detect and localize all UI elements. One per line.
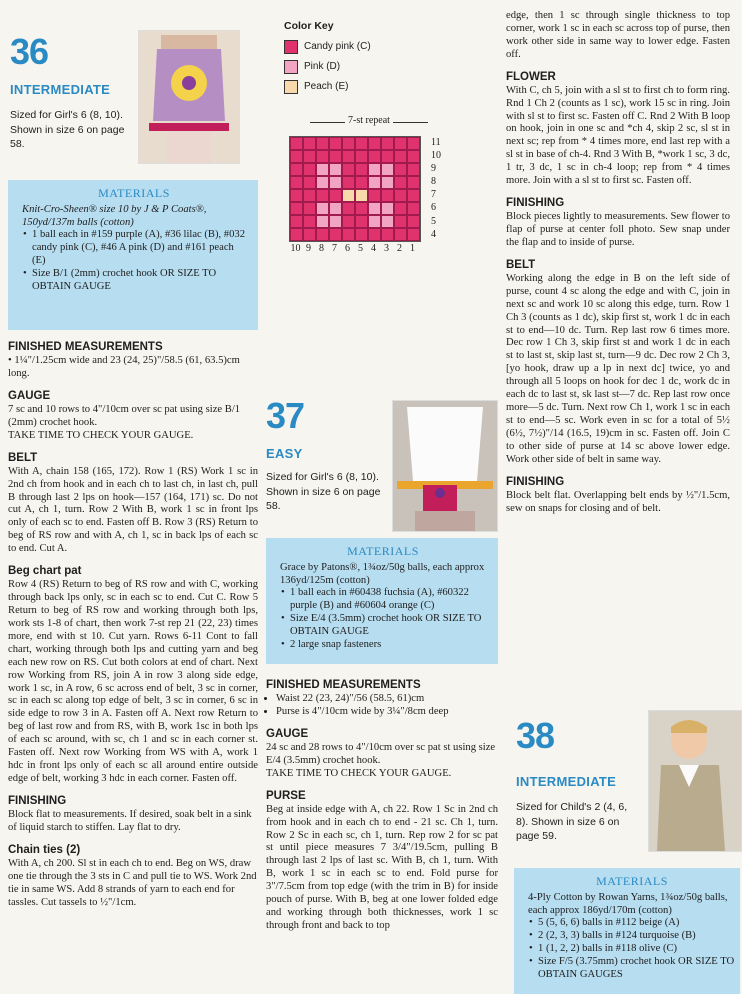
chart-cell (329, 137, 342, 150)
chart-cell (381, 163, 394, 176)
chart-cell (316, 215, 329, 228)
chart-cell (355, 163, 368, 176)
materials-item: • 5 (5, 6, 6) balls in #112 beige (A) (538, 917, 736, 930)
project-37-column (266, 0, 498, 933)
row-number: 5 (431, 215, 436, 227)
size-note: Sized for Child's 2 (4, 6, 8). Shown in size 6 on page 59. (516, 801, 628, 843)
row-numbers (431, 136, 441, 241)
project-36-header (8, 0, 258, 162)
chart-cell (394, 189, 407, 202)
section-heading: BELT (8, 451, 38, 464)
chart-cell (290, 202, 303, 215)
chart-cell (316, 189, 329, 202)
chart-cell (303, 215, 316, 228)
materials-title: MATERIALS (596, 874, 668, 888)
chart-cell (381, 202, 394, 215)
materials-item: • Size E/4 (3.5mm) crochet hook OR SIZE TO OBTAIN GAUGE (290, 613, 486, 639)
section-text: With A, ch 200. Sl st in each ch to end. Beg on WS, draw one tie through the 3 sts in C and pull tie to WS. Work 2nd tie in same WS. Add 8 strands of yarn to each end for tassles. Cut tassels to ½"/1cm. (8, 857, 257, 908)
chart-cell (355, 228, 368, 241)
skill-level: EASY (266, 446, 303, 461)
chart-cell (342, 163, 355, 176)
chart-cell (368, 150, 381, 163)
chart-cell (290, 189, 303, 202)
row-number: 10 (431, 150, 441, 162)
size-note: Sized for Girl's 6 (8, 10). Shown in size 6 on page 58. (266, 471, 381, 513)
repeat-bracket (310, 115, 428, 135)
materials-box (8, 180, 258, 330)
chart-cell (407, 163, 420, 176)
chart-cell (368, 228, 381, 241)
key-pink (284, 60, 371, 74)
chart-cell (290, 228, 303, 241)
project-38-header (506, 700, 740, 850)
column-number: 8 (319, 243, 324, 254)
row-number: 8 (431, 176, 436, 188)
section-heading: FLOWER (506, 70, 556, 83)
section-heading: PURSE (266, 789, 306, 802)
chart-cell (290, 176, 303, 189)
yarn-description: 4-Ply Cotton by Rowan Yarns, 1¾oz/50g balls, each approx 186yd/170m (cotton) (528, 891, 728, 916)
chart-cell (355, 189, 368, 202)
section-text: Row 4 (RS) Return to beg of RS row and with C, working through back lps only, sc in each sc to end. Cut C. Row 5 Return to beg of RS row and working through both lps, work sts 1-8 of chart, then work 7-st rep 21 (22, 23) times more, end with st 10. Cut yarn. Rows 6-11 Cont to fall chart, working through both lps and cutting yarn and beg each new row on RS. Cut both colors at end of chart. Next row Working from RS, join A in row 3 along side edge, work 1 sc, in A row, 6 sc across end of belt, 3 sc in corner, sc in each sc along top edge of belt, 3 sc in corner, 6 sc in side edge to row 3 in A. Fasten off A. Next row Return to beg of last row and from RS, with B, work 1sc in both lps of each sc around, with sc, ch 1 and sc in each corner st. Fasten off. Next row Working from WS with A, work 1 hdc in front lps only of each sc all around entire outside edge of belt, working 3 hdc in each corner. Fasten off. (8, 579, 258, 784)
section-heading: FINISHING (506, 197, 565, 210)
project-number: 36 (10, 31, 49, 72)
chart-cell (342, 150, 355, 163)
key-candy-pink (284, 40, 371, 54)
color-key-title: Color Key (284, 20, 334, 32)
chart-cell (329, 228, 342, 241)
chart-cell (316, 137, 329, 150)
chart-cell (342, 137, 355, 150)
key-label: Pink (D) (304, 60, 341, 72)
color-chart (266, 0, 498, 280)
materials-item: • Size B/1 (2mm) crochet hook OR SIZE TO OBTAIN GAUGE (32, 268, 246, 294)
chart-cell (316, 228, 329, 241)
chart-cell (316, 176, 329, 189)
chart-cell (316, 163, 329, 176)
chart-cell (394, 137, 407, 150)
section-heading: Chain ties (2) (8, 843, 81, 856)
chart-cell (303, 137, 316, 150)
chart-cell (342, 189, 355, 202)
chart-grid (289, 136, 421, 242)
size-note: Sized for Girl's 6 (8, 10). Shown in size 6 on page 58. (10, 109, 125, 151)
column-number: 5 (358, 243, 363, 254)
chart-cell (303, 228, 316, 241)
chart-cell (342, 215, 355, 228)
chart-cell (329, 202, 342, 215)
chart-cell (381, 215, 394, 228)
chart-cell (394, 215, 407, 228)
project-36-photo (138, 30, 240, 164)
project-number: 38 (516, 715, 555, 756)
measurement-item: • Purse is 4"/10cm wide by 3¼"/8cm deep (276, 706, 498, 719)
section-heading: GAUGE (266, 727, 309, 740)
color-key (284, 34, 371, 94)
chart-cell (290, 150, 303, 163)
chart-cell (407, 228, 420, 241)
row-number: 4 (431, 228, 436, 240)
section-text: Block flat to measurements. If desired, soak belt in a sink of liquid starch to stiffen. Lay flat to dry. (8, 808, 252, 833)
chart-cell (329, 189, 342, 202)
section-text: edge, then 1 sc through single thickness to top corner, work 1 sc in each sc across top of purse, then work other side in same way to lower edge. Fasten off. (506, 10, 730, 60)
section-text: TAKE TIME TO CHECK YOUR GAUGE. (266, 767, 452, 779)
section-text: Block pieces lightly to measurements. Sew flower to flap of purse at center foll photo. Sew snap under the flap and to inside of purse. (506, 211, 730, 248)
chart-cell (394, 163, 407, 176)
chart-cell (303, 176, 316, 189)
chart-cell (355, 215, 368, 228)
chart-cell (329, 163, 342, 176)
chart-cell (407, 202, 420, 215)
key-label: Candy pink (C) (304, 40, 371, 52)
swatch (284, 80, 298, 94)
project-36-column (8, 0, 258, 909)
column-number: 2 (397, 243, 402, 254)
materials-item: • 1 ball each in #60438 fuchsia (A), #60322 purple (B) and #60604 orange (C) (290, 587, 486, 613)
materials-item: • Size F/5 (3.75mm) crochet hook OR SIZE TO OBTAIN GAUGES (538, 956, 736, 982)
section-text: TAKE TIME TO CHECK YOUR GAUGE. (8, 429, 194, 441)
column-number: 1 (410, 243, 415, 254)
section-heading: GAUGE (8, 389, 51, 402)
chart-cell (329, 150, 342, 163)
section-heading: FINISHED MEASUREMENTS (8, 341, 163, 353)
chart-cell (381, 137, 394, 150)
materials-item: • 2 (2, 3, 3) balls in #124 turquoise (B) (538, 930, 736, 943)
row-number: 9 (431, 163, 436, 175)
key-peach (284, 80, 371, 94)
chart-cell (368, 215, 381, 228)
project-37-photo (392, 400, 498, 532)
chart-cell (394, 202, 407, 215)
chart-cell (303, 202, 316, 215)
chart-cell (394, 150, 407, 163)
chart-cell (303, 189, 316, 202)
materials-item: • 1 ball each in #159 purple (A), #36 lilac (B), #032 candy pink (C), #46 A pink (D) and #161 peach (E) (32, 229, 246, 268)
yarn-description: Grace by Patons®, 1¾oz/50g balls, each approx 136yd/125m (cotton) (280, 561, 485, 586)
section-text: With A, chain 158 (165, 172). Row 1 (RS) Work 1 sc in 2nd ch from hook and in each ch to last ch, in last ch, pull B through last 2 lps on hook—157 (164, 171) sc. Do not cut A, ch 1, turn. Row 2 With B, work 1 sc in front lps only of each sc to end. Fasten off B. Row 3 (RS) Return to beg of RS row and with A, ch 1, sc in back lps of each sc to end. Cut A. (8, 465, 258, 555)
swatch (284, 60, 298, 74)
chart-cell (394, 176, 407, 189)
section-text: With C, ch 5, join with a sl st to first ch to form ring. Rnd 1 Ch 2 (counts as 1 sc), work 15 sc in ring. Join with sl st to first sc. Fasten off C. Rnd 2 With B loop on hook, join in one sc and *ch 4, skip 2 sc, sl st in next sc; rep from * 4 times more, end last rep with a sl st in base of ch-4. Rnd 3 With B, *work 1 sc, 3 dc, 1 tr, 3 dc, 1 sc in ch-4 loop; rep from * 4 times more. Join with a sl st to first sc. Fasten off. (506, 84, 730, 187)
section-heading: FINISHED MEASUREMENTS (266, 679, 421, 691)
chart-cell (290, 163, 303, 176)
materials-title: MATERIALS (347, 544, 419, 558)
section-text: 24 sc and 28 rows to 4"/10cm over sc pat st using size E/4 (3.5mm) crochet hook. (266, 741, 496, 766)
project-number: 37 (266, 395, 305, 436)
section-text: Working along the edge in B on the left side of purse, count 4 sc along the edge and with C, join in next sc and work 10 sc along this edge, turn. Row 1 Ch 3 (counts as 1 dc), skip first st, work 1 dc in each st to end—10 dc. Turn. Rep last row 6 times more. Dec row 1 Ch 3, skip first st and work 1 dc in each st to last st, skip last st, turn—9 dc. Dec row 2 Ch 3, [yo hook, draw up a lp in next dc] twice, yo and through all 5 loops on hook for dec 1 dc, work dc in each dc to last st, sk last st—7 dc. Rep last row once more—5 dc. Turn. Next row Ch 1, work 1 sc in each st to end—5 sc. Work even in sc for a total of 5½ (6½, 7½)"/14 (16.5, 19)cm in sc. Fasten off. Join C to other side of purse at 14 sc above lower edge. Work other side of belt in same way. (506, 272, 730, 465)
chart-cell (316, 202, 329, 215)
chart-cell (342, 202, 355, 215)
materials-item: • 2 large snap fasteners (290, 639, 486, 652)
chart-cell (329, 176, 342, 189)
chart-cell (407, 137, 420, 150)
section-heading: Beg chart pat (8, 565, 82, 578)
materials-box (514, 868, 740, 994)
chart-cell (407, 189, 420, 202)
column-numbers (289, 243, 419, 255)
project-37-header (266, 390, 498, 530)
chart-cell (355, 202, 368, 215)
column-number: 9 (306, 243, 311, 254)
column-number: 4 (371, 243, 376, 254)
row-number: 11 (431, 137, 441, 148)
yarn-description: Knit-Cro-Sheen® size 10 by J & P Coats®, 150yd/137m balls (cotton) (22, 203, 207, 228)
chart-cell (303, 150, 316, 163)
chart-cell (368, 163, 381, 176)
section-text: Block belt flat. Overlapping belt ends by ½"/1.5cm, sew on snaps for closing and of belt. (506, 489, 730, 514)
chart-cell (355, 176, 368, 189)
chart-cell (381, 189, 394, 202)
chart-cell (342, 176, 355, 189)
section-text: Beg at inside edge with A, ch 22. Row 1 Sc in 2nd ch from hook and in each ch to end - 21 sc. Ch 1, turn. Row 2 Sc in each sc, ch 1, turn. Rep row 2 for sc pat st until piece measures 7 3/4"/19.5cm, pulling B through last 2 lps of last sc. With B, ch 1, turn. With B, work 1 sc in each sc to end. Fold purse for 3"/7.5cm from top edge (with the trim in B) for inside pouch of purse. With B, beg at one lower folded edge and working through both thicknesses, work 1 sc through front and back to top (266, 803, 498, 931)
section-text: • 1¼"/1.25cm wide and 23 (24, 25)"/58.5 (61, 63.5)cm long. (8, 355, 240, 379)
section-heading: FINISHING (8, 794, 67, 807)
chart-cell (381, 228, 394, 241)
row-number: 7 (431, 189, 436, 201)
column-number: 7 (332, 243, 337, 254)
chart-cell (290, 137, 303, 150)
chart-cell (342, 228, 355, 241)
chart-cell (407, 150, 420, 163)
materials-box (266, 538, 498, 664)
swatch (284, 40, 298, 54)
chart-cell (329, 215, 342, 228)
chart-cell (303, 163, 316, 176)
section-heading: BELT (506, 258, 536, 271)
chart-cell (316, 150, 329, 163)
key-label: Peach (E) (304, 80, 349, 92)
chart-cell (355, 150, 368, 163)
measurement-item: • Waist 22 (23, 24)"/56 (58.5, 61)cm (276, 693, 498, 706)
chart-cell (368, 176, 381, 189)
chart-cell (368, 137, 381, 150)
row-number: 6 (431, 202, 436, 214)
chart-cell (368, 202, 381, 215)
column-number: 6 (345, 243, 350, 254)
chart-cell (355, 137, 368, 150)
chart-cell (394, 228, 407, 241)
project-38-photo (648, 710, 742, 852)
materials-item: • 1 (1, 2, 2) balls in #118 olive (C) (538, 943, 736, 956)
chart-cell (368, 189, 381, 202)
continuation-column (506, 0, 740, 981)
section-text: 7 sc and 10 rows to 4"/10cm over sc pat using size B/1 (2mm) crochet hook. (8, 403, 241, 428)
skill-level: INTERMEDIATE (516, 774, 617, 789)
materials-title: MATERIALS (98, 186, 170, 200)
section-heading: FINISHING (506, 475, 565, 488)
chart-cell (290, 215, 303, 228)
column-number: 10 (290, 243, 301, 254)
repeat-label: 7-st repeat (345, 115, 393, 126)
chart-cell (381, 150, 394, 163)
column-number: 3 (384, 243, 389, 254)
chart-cell (381, 176, 394, 189)
skill-level: INTERMEDIATE (10, 82, 111, 97)
chart-cell (407, 176, 420, 189)
chart-cell (407, 215, 420, 228)
